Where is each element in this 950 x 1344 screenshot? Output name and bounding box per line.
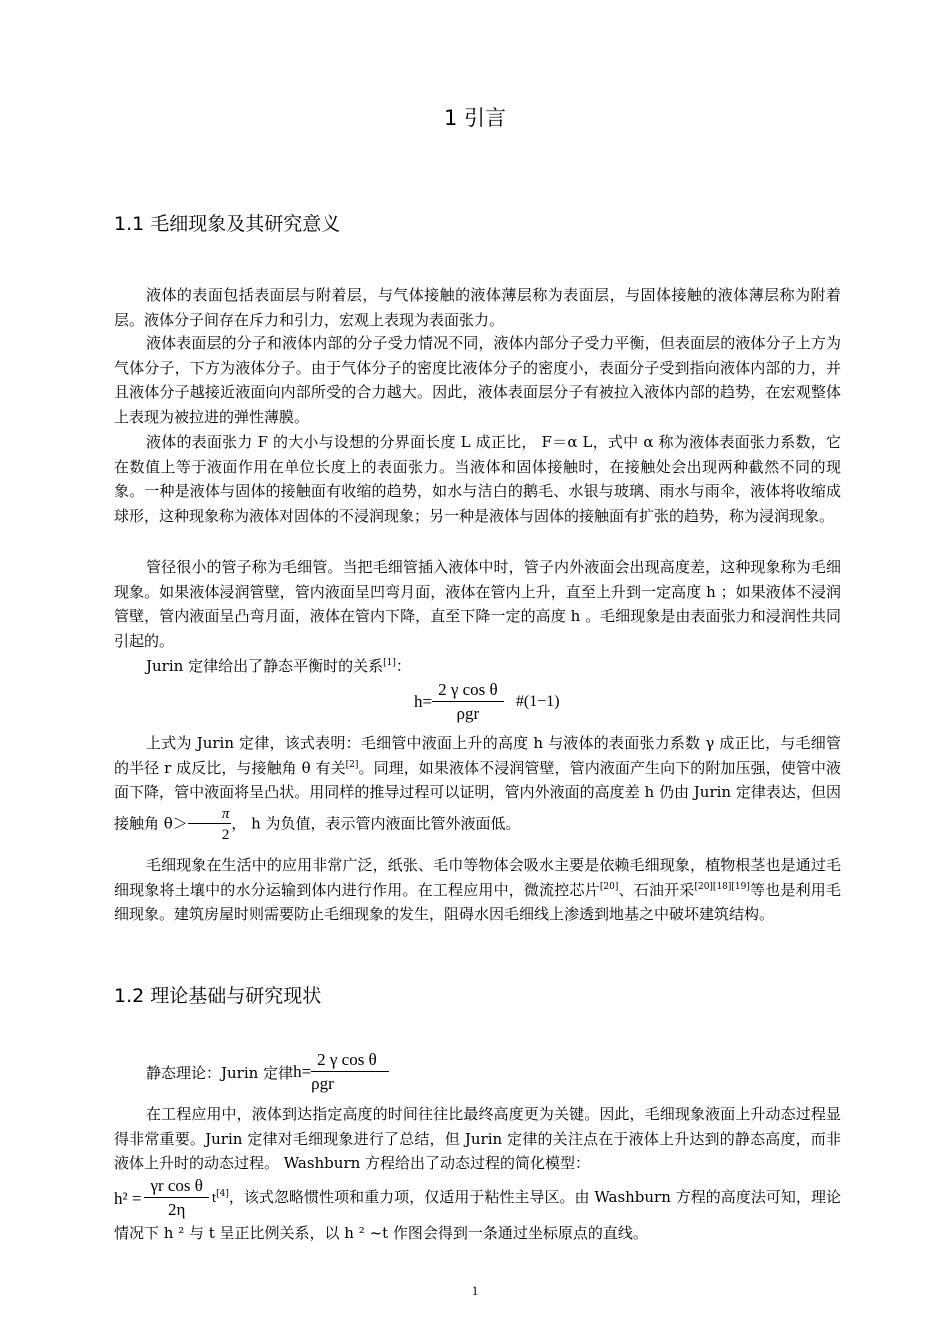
paragraph-dynamic: 在工程应用中，液体到达指定高度的时间往往比最终高度更为关键。因此，毛细现象液面上升动态过程显得非常重要。Jurin 定律对毛细现象进行了总结，但 Jurin 定律的关注点在于液体上升达到的静态高度，而非液体上升时的动态过程。 Washburn 方程给出了动态过程的简化模型： — [114, 1105, 841, 1173]
paragraph-2: 液体表面层的分子和液体内部的分子受力情况不同，液体内部分子受力平衡，但表面层的液体分子上方为气体分子，下方为液体分子。由于气体分子的密度比液体分子的密度小，表面分子受到指向液体内部的力，并且液体分子越接近液面向内部所受的合力越大。因此，液体表面层分子有被拉入液体内部的趋势，在宏观整体上表现为被拉进的弹性薄膜。 — [114, 334, 841, 426]
citation-20-18-19: [20][18][19] — [694, 881, 750, 892]
section-1-1-title: 1.1 毛细现象及其研究意义 — [114, 213, 341, 235]
washburn-text: ，该式忽略惯性项和重力项，仅适用于粘性主导区。由 Washburn 方程的高度法可知，理论情况下 h ² 与 t 呈正比例关系，以 h ² ~t 作图会得到一条通过坐标原点的直线。 — [114, 1188, 841, 1242]
jurin-explain-b: 。同理，如果液体不浸润管壁，管内液面产生向下的附加压强，使管中液面下降，管中液面将呈凸状。用同样的推导过程可以证明，管内外液面的高度差 h 仍由 Jurin 定律表达，但因接触角 θ＞ — [114, 758, 841, 833]
eq1-denominator: ρgr — [456, 704, 480, 723]
paragraph-applications — [114, 853, 841, 927]
eq1-numerator: 2 γ cos θ — [432, 680, 504, 702]
jurin-explain-c: ， h 为负值，表示管内液面比管外液面低。 — [231, 814, 521, 833]
section-1-2-title: 1.2 理论基础与研究现状 — [114, 985, 322, 1007]
citation-20: [20] — [599, 881, 619, 892]
eq3-t: t — [211, 1190, 217, 1206]
jurin-intro-end: ： — [395, 657, 411, 675]
paragraph-washburn — [114, 1176, 841, 1247]
eq2-lhs: h= — [293, 1062, 312, 1081]
paragraph-4: 管径很小的管子称为毛细管。当把毛细管插入液体中时，管子内外液面会出现高度差，这种现象称为毛细现象。如果液体浸润管壁，管内液面呈凹弯月面，液体在管内上升，直至上升到一定高度 h ；如果液体不浸润管壁，管内液面呈凸弯月面，液体在管内下降，直至下降一定的高度 h 。毛细现象是由表面张力和浸润性共同引起的。 — [114, 558, 841, 650]
eq1-fraction — [432, 680, 504, 724]
paragraph-jurin-explain — [114, 731, 841, 844]
chapter-title: 1 引言 — [443, 106, 507, 130]
eq3-lhs: h² = — [114, 1188, 142, 1208]
pi-numerator: π — [188, 805, 232, 824]
applications-a: 毛细现象在生活中的应用非常广泛，纸张、毛巾等物体会吸水主要是依赖毛细现象，植物根茎也是通过毛细现象将土壤中的水分运输到体内进行作用。在工程应用中，微流控芯片 — [114, 856, 841, 899]
static-theory-line — [146, 1050, 389, 1094]
citation-2: [2] — [345, 759, 359, 770]
eq3-numerator: γr cos θ — [144, 1176, 208, 1198]
eq3-fraction — [144, 1176, 208, 1220]
paragraph-3: 液体的表面张力 F 的大小与设想的分界面长度 L 成正比， F＝α L，式中 α 称为液体表面张力系数，它在数值上等于液面作用在单位长度上的表面张力。当液体和固体接触时，在接触处会出现两种截然不同的现象。一种是液体与固体的接触面有收缩的趋势，如水与洁白的鹅毛、水银与玻璃、雨水与雨伞，液体将收缩成球形，这种现象称为液体对固体的不浸润现象；另一种是液体与固体的接触面有扩张的趋势，称为浸润现象。 — [114, 433, 841, 525]
eq1-lhs: h= — [414, 692, 433, 711]
citation-1: [1] — [383, 658, 396, 668]
paragraph-1: 液体的表面包括表面层与附着层，与气体接触的液体薄层称为表面层，与固体接触的液体薄层称为附着层。液体分子间存在斥力和引力，宏观上表现为表面张力。 — [114, 286, 841, 329]
paragraph-jurin-intro — [114, 654, 841, 679]
eq3-denominator: 2η — [167, 1200, 186, 1219]
eq1-tag: #(1−1) — [515, 693, 560, 710]
eq2-fraction — [311, 1050, 389, 1094]
equation-1-1 — [414, 680, 560, 724]
jurin-intro-text: Jurin 定律给出了静态平衡时的关系 — [146, 657, 384, 675]
page-number: 1 — [471, 1283, 479, 1298]
pi-denominator: 2 — [221, 826, 230, 843]
static-theory-label: 静态理论：Jurin 定律 — [146, 1063, 294, 1082]
eq2-numerator: 2 γ cos θ — [311, 1050, 389, 1072]
applications-b: 、石油开采 — [618, 880, 695, 899]
eq2-denominator: ρgr — [311, 1074, 334, 1093]
jurin-explain-a: 上式为 Jurin 定律，该式表明：毛细管中液面上升的高度 h 与液体的表面张力系数 γ 成正比，与毛细管的半径 r 成反比，与接触角 θ 有关 — [114, 734, 841, 777]
pi-over-2-fraction — [188, 805, 232, 844]
applications-c: 等也是利用毛细现象。建筑房屋时则需要防止毛细现象的发生，阻碍水因毛细线上渗透到地基之中破坏建筑结构。 — [114, 880, 841, 924]
citation-4: [4] — [216, 1189, 229, 1199]
